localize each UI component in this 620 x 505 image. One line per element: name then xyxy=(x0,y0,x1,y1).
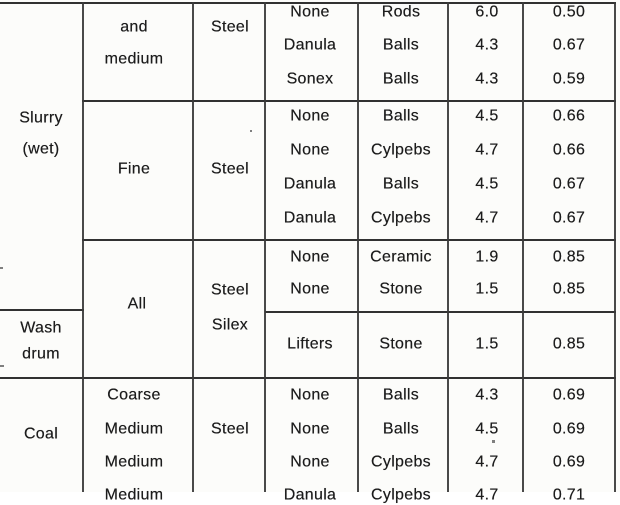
grid-vline-5 xyxy=(447,2,449,492)
material-washdrum-line1: Wash xyxy=(20,319,62,337)
value2-cell: 0.67 xyxy=(552,175,586,193)
aid-cell: None xyxy=(290,3,330,21)
value1-cell: 4.3 xyxy=(475,36,499,54)
grind-medium: medium xyxy=(104,50,164,68)
value2-cell: 0.67 xyxy=(552,209,586,227)
media-cell: Balls xyxy=(382,36,420,54)
grid-vline-2 xyxy=(192,2,194,492)
value2-cell-partial: 0.71 xyxy=(552,486,586,504)
media-cell: Cylpebs xyxy=(371,141,431,159)
value2-cell: 0.69 xyxy=(552,453,586,471)
media-cell: Balls xyxy=(382,70,420,88)
aid-cell: None xyxy=(290,386,330,404)
grid-vline-right-edge xyxy=(614,2,616,492)
value1-cell: 4.3 xyxy=(475,70,499,88)
media-cell: Balls xyxy=(382,175,420,193)
lining-steel-3: Steel xyxy=(211,281,249,299)
grid-vline-6 xyxy=(522,2,524,492)
value2-cell: 0.66 xyxy=(552,141,586,159)
lining-steel-4: Steel xyxy=(211,420,249,438)
scan-speck xyxy=(250,130,252,132)
lining-silex: Silex xyxy=(211,316,249,334)
aid-cell: None xyxy=(290,280,330,298)
aid-cell-partial: Danula xyxy=(283,486,337,504)
value2-cell: 0.67 xyxy=(552,36,586,54)
media-cell: Cylpebs xyxy=(371,209,431,227)
grid-hline-section1 xyxy=(82,100,616,102)
grid-hline-washdrum-left xyxy=(0,309,84,311)
grind-fine: Fine xyxy=(117,160,151,178)
scan-speck xyxy=(0,267,3,269)
grind-partial: Medium xyxy=(104,486,164,504)
grind-medium-2: Medium xyxy=(104,420,164,438)
aid-cell: None xyxy=(290,107,330,125)
aid-cell: Lifters xyxy=(287,335,333,353)
aid-cell: Danula xyxy=(283,209,337,227)
value2-cell: 0.85 xyxy=(552,248,586,266)
media-cell-partial: Cylpebs xyxy=(371,486,431,504)
value1-cell: 4.5 xyxy=(475,107,499,125)
media-cell: Cylpebs xyxy=(371,453,431,471)
media-cell: Balls xyxy=(382,420,420,438)
material-coal: Coal xyxy=(23,425,59,443)
grind-coarse: Coarse xyxy=(107,386,161,404)
material-washdrum-line2: drum xyxy=(22,345,60,363)
value1-cell: 4.3 xyxy=(475,386,499,404)
media-cell: Stone xyxy=(379,335,423,353)
value2-cell: 0.85 xyxy=(552,335,586,353)
value1-cell: 4.7 xyxy=(475,209,499,227)
aid-cell: Sonex xyxy=(286,70,334,88)
aid-cell: None xyxy=(290,248,330,266)
grid-hline-section2 xyxy=(82,239,616,241)
media-cell: Rods xyxy=(381,3,421,21)
media-cell: Balls xyxy=(382,386,420,404)
value2-cell: 0.69 xyxy=(552,386,586,404)
scan-speck xyxy=(0,365,4,367)
media-cell: Balls xyxy=(382,107,420,125)
aid-cell: None xyxy=(290,141,330,159)
value2-cell: 0.59 xyxy=(552,70,586,88)
grid-vline-1 xyxy=(82,2,84,492)
value1-cell: 6.0 xyxy=(475,3,499,21)
aid-cell: Danula xyxy=(283,175,337,193)
value1-cell: 4.7 xyxy=(475,453,499,471)
grind-and: and xyxy=(120,18,148,36)
value1-cell: 4.5 xyxy=(475,420,499,438)
value1-cell: 1.5 xyxy=(475,280,499,298)
lining-steel-2: Steel xyxy=(211,160,249,178)
value2-cell: 0.66 xyxy=(552,107,586,125)
grid-vline-4 xyxy=(357,2,359,492)
value1-cell-partial: 4.7 xyxy=(475,486,499,504)
value1-cell: 4.7 xyxy=(475,141,499,159)
value1-cell: 1.9 xyxy=(475,248,499,266)
grind-medium-3: Medium xyxy=(104,453,164,471)
scan-speck xyxy=(492,440,495,443)
aid-cell: None xyxy=(290,420,330,438)
media-cell: Ceramic xyxy=(370,248,432,266)
aid-cell: None xyxy=(290,453,330,471)
value1-cell: 4.5 xyxy=(475,175,499,193)
value2-cell: 0.50 xyxy=(552,3,586,21)
value2-cell: 0.85 xyxy=(552,280,586,298)
material-slurry-line1: Slurry xyxy=(19,109,63,127)
grid-vline-3 xyxy=(264,2,266,492)
grid-hline-lifters-right xyxy=(265,311,616,313)
material-slurry-line2: (wet) xyxy=(22,140,60,158)
aid-cell: Danula xyxy=(283,36,337,54)
value1-cell: 1.5 xyxy=(475,335,499,353)
media-cell: Stone xyxy=(379,280,423,298)
value2-cell: 0.69 xyxy=(552,420,586,438)
grind-all: All xyxy=(127,295,147,313)
lining-steel-1: Steel xyxy=(211,18,249,36)
